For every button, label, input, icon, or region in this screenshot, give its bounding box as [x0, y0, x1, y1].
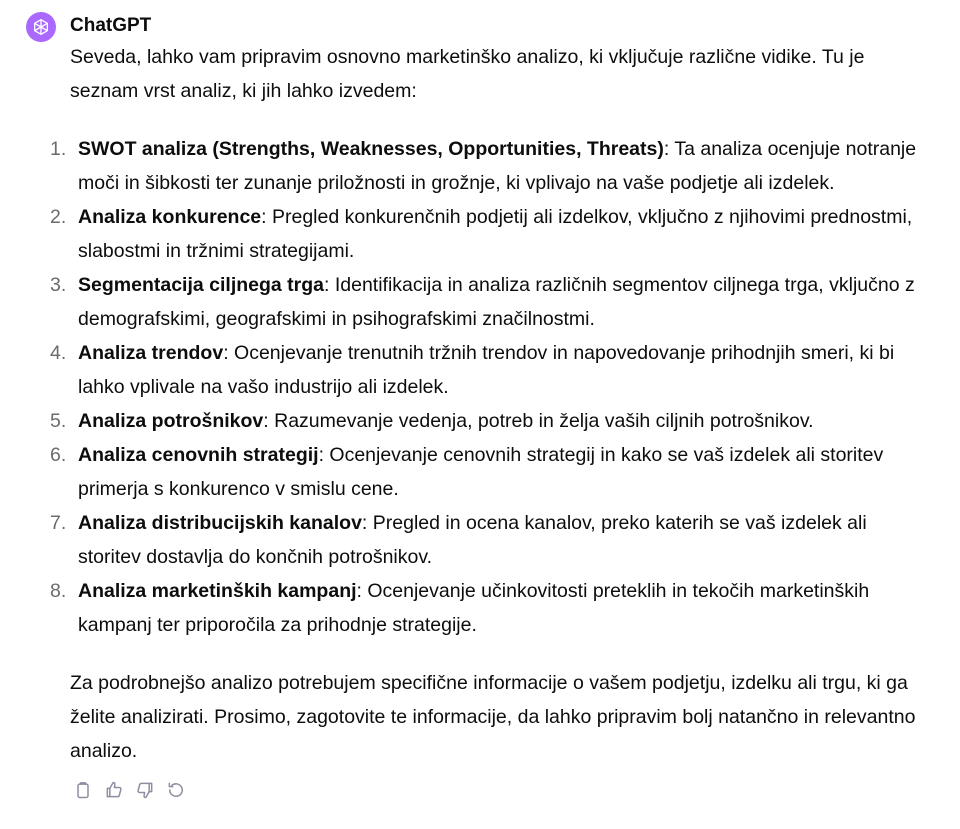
- list-item-description: : Ocenjevanje učinkovitosti preteklih in tekočih marketinških kampanj ter priporočila za prihodnje strategije.: [78, 580, 870, 636]
- list-item-description: : Ta analiza ocenjuje notranje moči in šibkosti ter zunanje priložnosti in grožnje, ki vplivajo na vaše podjetje ali izdelek.: [78, 138, 917, 194]
- list-item-title: Analiza potrošnikov: [78, 410, 264, 432]
- list-item: [50, 506, 930, 574]
- thumbs-down-button[interactable]: [134, 779, 156, 801]
- author-name: ChatGPT: [70, 15, 152, 36]
- thumbs-up-button[interactable]: [103, 779, 125, 801]
- regenerate-button[interactable]: [165, 779, 187, 801]
- intro-paragraph: Seveda, lahko vam pripravim osnovno marketinško analizo, ki vključuje različne vidike. Tu je seznam vrst analiz, ki jih lahko izvedem:: [70, 46, 865, 102]
- thumbs-up-icon: [104, 780, 124, 800]
- list-item-title: Analiza distribucijskih kanalov: [78, 512, 362, 534]
- list-item-number: 2.: [50, 206, 67, 228]
- copy-icon: [73, 780, 93, 800]
- analysis-list: [50, 132, 930, 642]
- message-actions: [72, 779, 187, 801]
- list-item-number: 8.: [50, 580, 67, 602]
- list-item-number: 6.: [50, 444, 67, 466]
- list-item-title: Analiza cenovnih strategij: [78, 444, 319, 466]
- list-item: [50, 438, 930, 506]
- copy-button[interactable]: [72, 779, 94, 801]
- list-item-description: : Identifikacija in analiza različnih segmentov ciljnega trga, vključno z demografskimi, geografskimi in psihografskimi značilnostmi.: [78, 274, 915, 330]
- message-content: [50, 40, 930, 768]
- outro-paragraph: Za podrobnejšo analizo potrebujem specifične informacije o vašem podjetju, izdelku ali trgu, ki ga želite analizirati. Prosimo, zagotovite te informacije, da lahko pripravim bolj natančno in relevantno analizo.: [70, 672, 916, 762]
- list-item-number: 5.: [50, 410, 67, 432]
- list-item-number: 4.: [50, 342, 67, 364]
- list-item: [50, 574, 930, 642]
- list-item-description: : Ocenjevanje trenutnih tržnih trendov in napovedovanje prihodnjih smeri, ki bi lahko vplivale na vašo industrijo ali izdelek.: [78, 342, 895, 398]
- list-item-number: 1.: [50, 138, 67, 160]
- list-item-description: : Pregled konkurenčnih podjetij ali izdelkov, vključno z njihovimi prednostmi, slabostmi in tržnimi strategijami.: [78, 206, 913, 262]
- list-item-description: : Ocenjevanje cenovnih strategij in kako se vaš izdelek ali storitev primerja s konkurenco v smislu cene.: [78, 444, 884, 500]
- list-item-title: Analiza konkurence: [78, 206, 262, 228]
- thumbs-down-icon: [135, 780, 155, 800]
- chatgpt-avatar: [26, 12, 56, 42]
- regenerate-icon: [166, 780, 186, 800]
- list-item: [50, 404, 930, 438]
- list-item-number: 3.: [50, 274, 67, 296]
- list-item-title: Analiza marketinških kampanj: [78, 580, 357, 602]
- list-item-title: SWOT analiza (Strengths, Weaknesses, Opportunities, Threats): [78, 138, 664, 160]
- list-item-description: : Pregled in ocena kanalov, preko katerih se vaš izdelek ali storitev dostavlja do končnih potrošnikov.: [78, 512, 867, 568]
- list-item: [50, 200, 930, 268]
- list-item: [50, 336, 930, 404]
- list-item: [50, 268, 930, 336]
- list-item-title: Analiza trendov: [78, 342, 224, 364]
- list-item-number: 7.: [50, 512, 67, 534]
- list-item: [50, 132, 930, 200]
- openai-logo-icon: [31, 17, 51, 37]
- list-item-description: : Razumevanje vedenja, potreb in želja vaših ciljnih potrošnikov.: [263, 410, 814, 432]
- list-item-title: Segmentacija ciljnega trga: [78, 274, 325, 296]
